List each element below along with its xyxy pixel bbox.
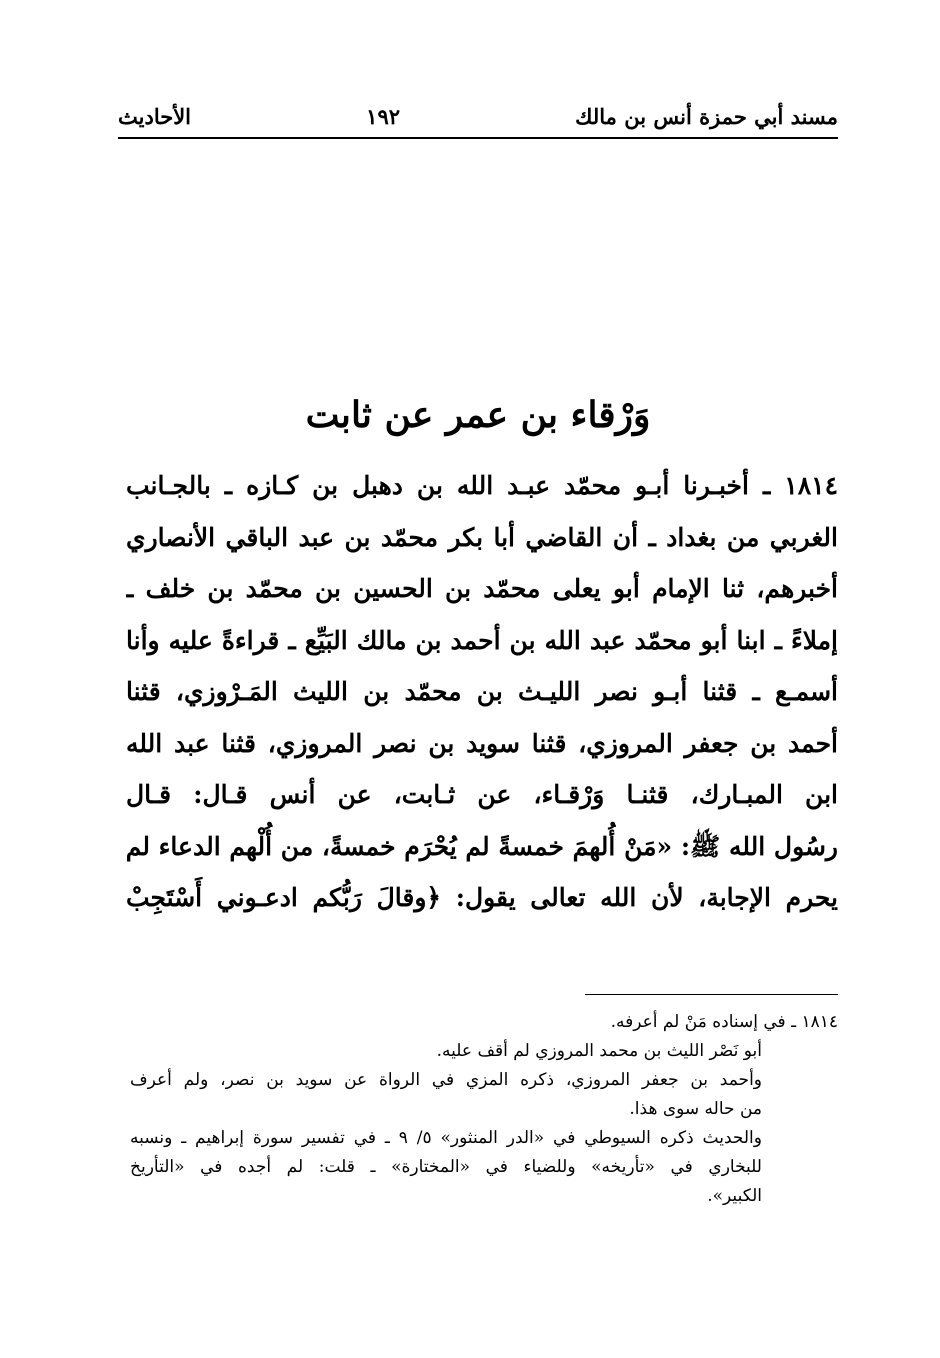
- footnotes: [130, 1008, 838, 1211]
- footnote-line: الكبير».: [707, 1186, 762, 1206]
- hadith-line: ١٨١٤ ـ أخبـرنا أبـو محمّد عبـد الله بن دهبل بن كـازه ـ بالجـانب: [126, 471, 838, 500]
- running-header: [118, 98, 838, 134]
- footnote-line: أبو نَصْر الليث بن محمد المروزي لم أقف عليه.: [436, 1041, 762, 1061]
- hadith-text: [126, 460, 838, 924]
- footnote-rule: [585, 994, 838, 995]
- section-title: وَرْقاء بن عمر عن ثابت: [305, 394, 651, 436]
- hadith-line: أحمد بن جعفر المروزي، قثنا سويد بن نصر المروزي، قثنا عبد الله: [126, 728, 838, 758]
- footnote-line: للبخاري في «تأريخه» وللضياء في «المختارة» ـ قلت: لم أجده في «التأريخ: [130, 1157, 762, 1177]
- hadith-line: إملاءً ـ ابنا أبو محمّد عبد الله بن أحمد بن مالك البَيِّع ـ قراءةً عليه وأنا: [126, 625, 838, 655]
- header-rule: [118, 137, 838, 139]
- hadith-line: رسُول الله ﷺ: «مَنْ أُلهمَ خمسةً لم يُحْرَم خمسةً، من أُلْهم الدعاء لم: [126, 831, 838, 861]
- hadith-line: أخبرهم، ثنا الإمام أبو يعلى محمّد بن الحسين بن محمّد بن خلف ـ: [126, 574, 838, 603]
- hadith-line: يحرم الإجابة، لأن الله تعالى يقول: ﴿وقالَ رَبُّكم ادعـوني أَسْتَجِبْ: [126, 883, 838, 912]
- page-number: ١٩٢: [366, 103, 401, 129]
- book-title: مسند أبي حمزة أنس بن مالك: [575, 103, 838, 129]
- footnote-line: من حاله سوى هذا.: [629, 1099, 762, 1119]
- footnote-line: والحديث ذكره السيوطي في «الدر المنثور» ٥/ ٩ ـ في تفسير سورة إبراهيم ـ ونسبه: [130, 1128, 762, 1148]
- section-name: الأحاديث: [118, 103, 192, 129]
- hadith-line: ابن المبـارك، قثنـا وَرْقـاء، عن ثـابت، عن أنس قـال: قـال: [126, 780, 838, 809]
- hadith-line: أسمـع ـ قثنا أبـو نصر الليـث بن محمّد بن الليث المَـرْوزي، قثنا: [126, 677, 838, 706]
- footnote-line: ١٨١٤ ـ في إسناده مَنْ لم أعرفه.: [610, 1012, 838, 1032]
- footnote-line: وأحمد بن جعفر المروزي، ذكره المزي في الرواة عن سويد بن نصر، ولم أعرف: [130, 1070, 762, 1090]
- hadith-line: الغربي من بغداد ـ أن القاضي أبا بكر محمّد بن عبد الباقي الأنصاري: [126, 522, 838, 552]
